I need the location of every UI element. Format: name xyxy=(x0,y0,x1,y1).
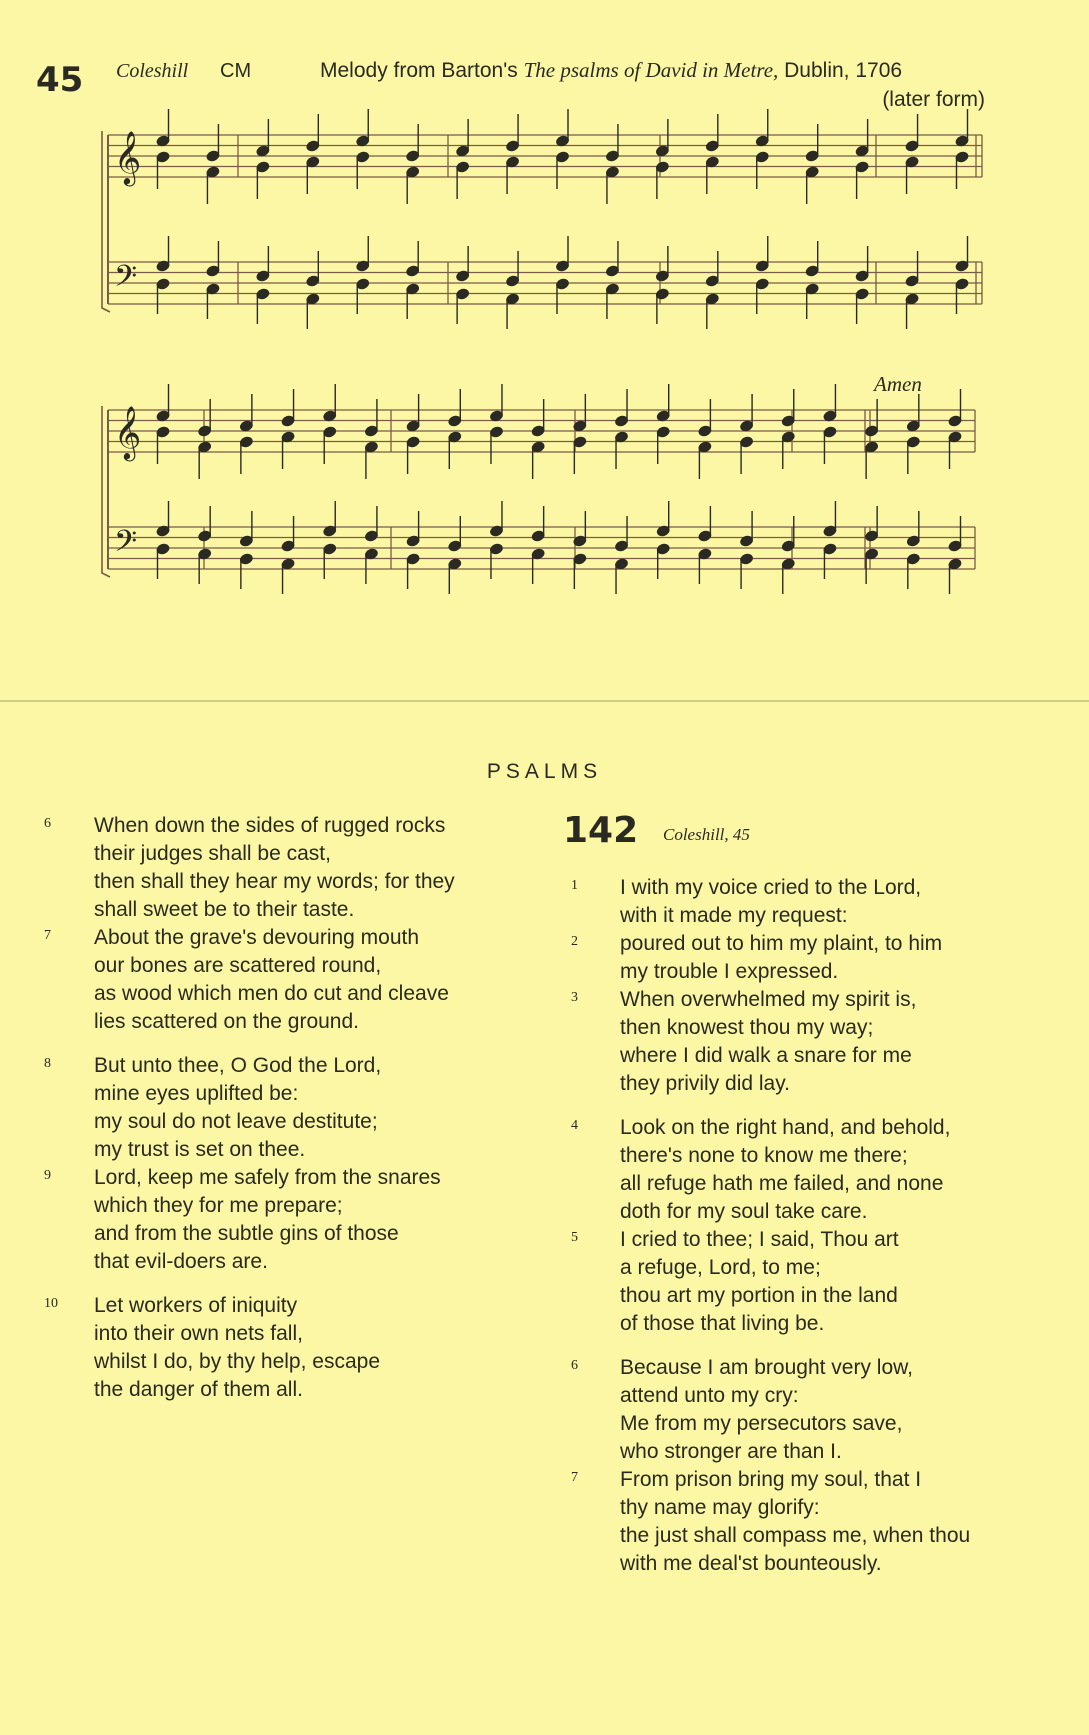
verse-line: mine eyes uplifted be: xyxy=(94,1082,299,1105)
verse-line: their judges shall be cast, xyxy=(94,842,331,865)
psalm-verse xyxy=(620,1354,913,1466)
tune-name: Coleshill xyxy=(116,60,189,82)
verse-line: and from the subtle gins of those xyxy=(94,1222,399,1245)
section-title: PSALMS xyxy=(486,760,603,783)
bass-clef-icon: 𝄢 xyxy=(114,260,138,301)
treble-clef-icon: 𝄞 xyxy=(114,130,142,184)
verse-line: thou art my portion in the land xyxy=(620,1284,898,1307)
verse-line: then knowest thou my way; xyxy=(620,1016,874,1039)
left-verse-number: 10 xyxy=(44,1296,58,1311)
left-verse xyxy=(94,1052,381,1164)
verse-line: doth for my soul take care. xyxy=(620,1200,868,1223)
verse-line: Look on the right hand, and behold, xyxy=(620,1116,951,1139)
verse-line: Because I am brought very low, xyxy=(620,1356,913,1379)
verse-line: lies scattered on the ground. xyxy=(94,1010,360,1033)
verse-line: From prison bring my soul, that I xyxy=(620,1468,922,1491)
verse-line: as wood which men do cut and cleave xyxy=(94,982,449,1005)
verse-line: with me deal'st bounteously. xyxy=(620,1552,882,1575)
verse-line: whilst I do, by thy help, escape xyxy=(94,1350,380,1373)
verse-line: a refuge, Lord, to me; xyxy=(620,1256,821,1279)
verse-line: my trouble I expressed. xyxy=(620,960,839,983)
left-verse xyxy=(94,1164,441,1276)
psalm-verse-number: 7 xyxy=(571,1470,578,1485)
verse-line: they privily did lay. xyxy=(620,1072,791,1095)
psalm-verse-number: 3 xyxy=(571,990,578,1005)
psalm-verse-number: 6 xyxy=(571,1358,578,1373)
verse-line: my trust is set on thee. xyxy=(94,1138,306,1161)
source-prefix: Melody from Barton's xyxy=(320,59,524,82)
music-score xyxy=(0,0,1089,640)
verse-line: the just shall compass me, when thou xyxy=(620,1524,971,1547)
verse-line: all refuge hath me failed, and none xyxy=(620,1172,944,1195)
verse-line: which they for me prepare; xyxy=(94,1194,343,1217)
verse-line: poured out to him my plaint, to him xyxy=(620,932,943,955)
left-verse xyxy=(94,924,449,1036)
verse-line: then shall they hear my words; for they xyxy=(94,870,455,893)
page-divider xyxy=(0,700,1089,702)
psalm-tune-ref: Coleshill, 45 xyxy=(663,825,750,844)
verse-line: where I did walk a snare for me xyxy=(620,1044,912,1067)
amen-label: Amen xyxy=(874,372,922,396)
verse-line: my soul do not leave destitute; xyxy=(94,1110,378,1133)
verse-line: attend unto my cry: xyxy=(620,1384,799,1407)
psalm-verse xyxy=(620,1226,899,1338)
psalm-verse xyxy=(620,986,916,1098)
verse-line: About the grave's devouring mouth xyxy=(94,926,420,949)
meter: CM xyxy=(220,60,252,82)
verse-line: there's none to know me there; xyxy=(620,1144,908,1167)
verse-line: shall sweet be to their taste. xyxy=(94,898,355,921)
left-verse-number: 9 xyxy=(44,1168,51,1183)
form-note: (later form) xyxy=(882,88,985,111)
verse-line: I cried to thee; I said, Thou art xyxy=(620,1228,899,1251)
psalm-verse-number: 5 xyxy=(571,1230,578,1245)
left-verse xyxy=(94,812,455,924)
left-verse-number: 8 xyxy=(44,1056,51,1071)
psalm-verse xyxy=(620,930,942,986)
hymn-number: 45 xyxy=(36,60,84,100)
psalm-number: 142 xyxy=(563,810,639,851)
verse-line: our bones are scattered round, xyxy=(94,954,382,977)
verse-line: into their own nets fall, xyxy=(94,1322,303,1345)
psalm-verse xyxy=(620,1114,950,1226)
left-verse xyxy=(94,1292,380,1404)
psalm-verse-number: 1 xyxy=(571,878,578,893)
left-verse-number: 7 xyxy=(44,928,51,943)
psalm-verse-number: 4 xyxy=(571,1118,578,1133)
source-suffix: Dublin, 1706 xyxy=(778,59,903,82)
verse-line: thy name may glorify: xyxy=(620,1496,820,1519)
verse-line: Me from my persecutors save, xyxy=(620,1412,903,1435)
treble-clef-icon: 𝄞 xyxy=(114,405,142,459)
verse-line: Lord, keep me safely from the snares xyxy=(94,1166,441,1189)
bass-clef-icon: 𝄢 xyxy=(114,525,138,566)
left-verse-number: 6 xyxy=(44,816,51,831)
verse-line: When down the sides of rugged rocks xyxy=(94,814,446,837)
verse-line: But unto thee, O God the Lord, xyxy=(94,1054,382,1077)
verse-line: with it made my request: xyxy=(620,904,848,927)
verse-line: that evil-doers are. xyxy=(94,1250,268,1273)
psalm-verse-number: 2 xyxy=(571,934,578,949)
verse-line: Let workers of iniquity xyxy=(94,1294,298,1317)
psalm-verse xyxy=(620,874,921,930)
psalm-verse xyxy=(620,1466,970,1578)
verse-line: When overwhelmed my spirit is, xyxy=(620,988,917,1011)
verse-line: the danger of them all. xyxy=(94,1378,303,1401)
source-title: The psalms of David in Metre, xyxy=(523,58,779,82)
verse-line: who stronger are than I. xyxy=(620,1440,842,1463)
verse-line: of those that living be. xyxy=(620,1312,825,1335)
verse-line: I with my voice cried to the Lord, xyxy=(620,876,922,899)
